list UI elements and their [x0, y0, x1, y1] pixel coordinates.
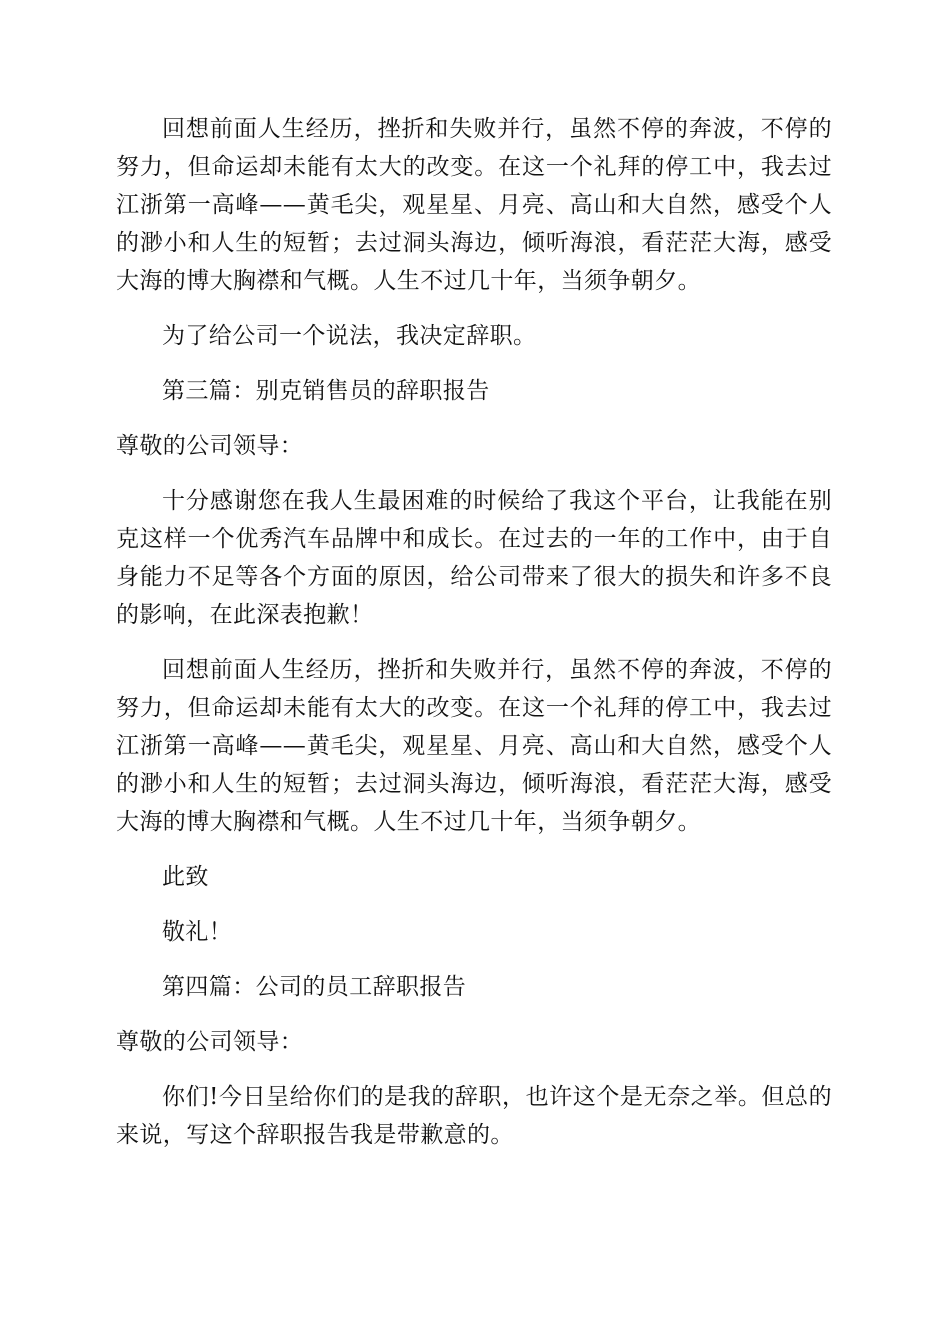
salutation-2: 尊敬的公司领导： — [116, 1029, 304, 1055]
paragraph-apology: 你们!今日呈给你们的是我的辞职，也许这个是无奈之举。但总的来说，写这个辞职报告我是带歉意的。 — [116, 1084, 832, 1148]
section-heading-3: 第三篇：别克销售员的辞职报告 — [162, 378, 490, 404]
paragraph-life-reflection-2: 回想前面人生经历，挫折和失败并行，虽然不停的奔波，不停的努力，但命运却未能有太大的改变。在这一个礼拜的停工中，我去过江浙第一高峰——黄毛尖，观星星、月亮、高山和大自然，感受个人的渺小和人生的短暂；去过洞头海边，倾听海浪，看茫茫大海，感受大海的博大胸襟和气概。人生不过几十年，当须争朝夕。 — [116, 657, 832, 835]
document-body — [116, 110, 832, 1171]
paragraph-thanks: 十分感谢您在我人生最困难的时候给了我这个平台，让我能在别克这样一个优秀汽车品牌中和成长。在过去的一年的工作中，由于自身能力不足等各个方面的原因，给公司带来了很大的损失和许多不良的影响，在此深表抱歉！ — [116, 488, 832, 628]
paragraph-resign-decision: 为了给公司一个说法，我决定辞职。 — [162, 323, 537, 349]
section-heading-4: 第四篇：公司的员工辞职报告 — [162, 974, 467, 1000]
closing-jingli: 敬礼！ — [162, 919, 233, 945]
closing-cizhi: 此致 — [162, 864, 209, 890]
salutation-1: 尊敬的公司领导： — [116, 433, 304, 459]
paragraph-life-reflection-1: 回想前面人生经历，挫折和失败并行，虽然不停的奔波，不停的努力，但命运却未能有太大的改变。在这一个礼拜的停工中，我去过江浙第一高峰——黄毛尖，观星星、月亮、高山和大自然，感受个人的渺小和人生的短暂；去过洞头海边，倾听海浪，看茫茫大海，感受大海的博大胸襟和气概。人生不过几十年，当须争朝夕。 — [116, 116, 832, 294]
